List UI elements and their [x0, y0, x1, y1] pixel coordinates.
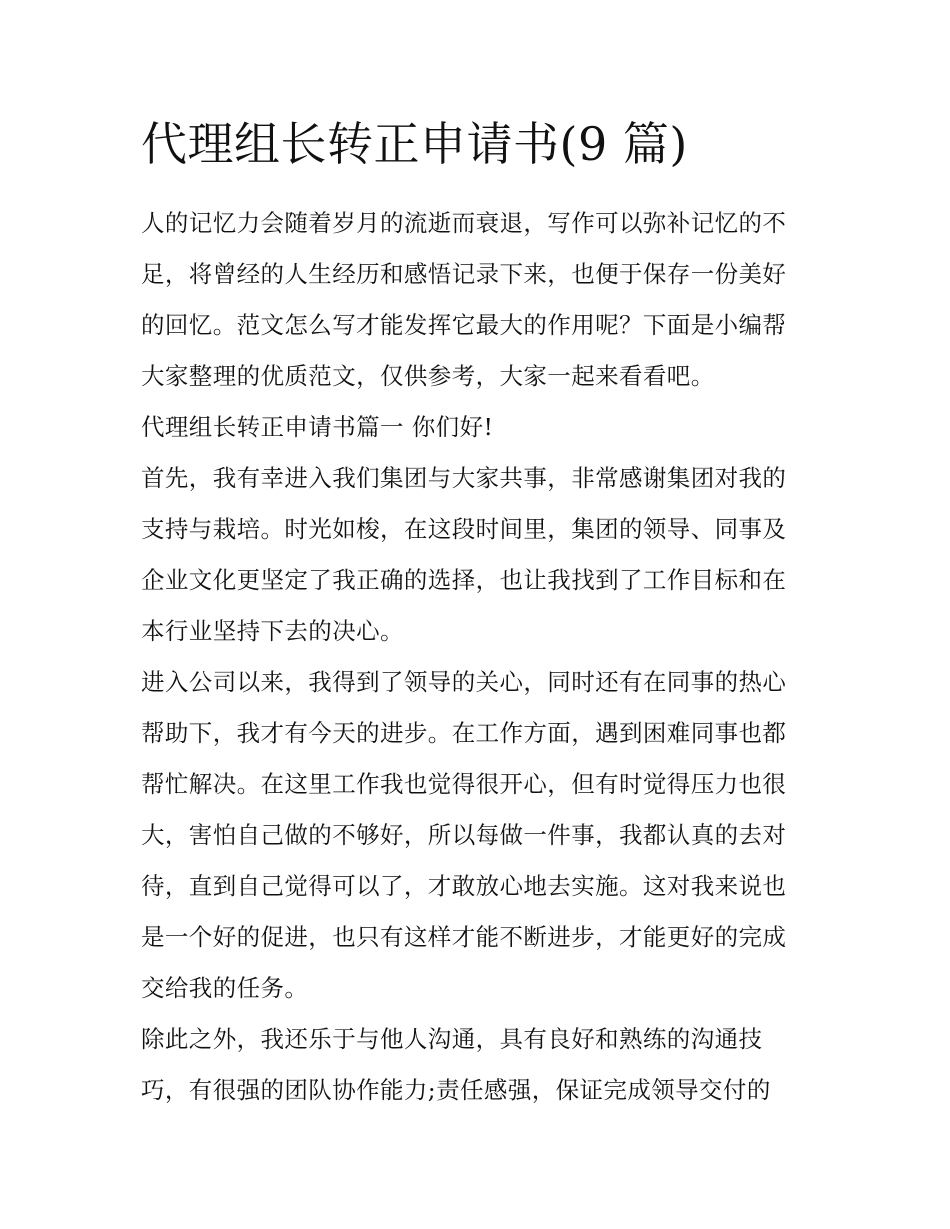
- paragraph-heading: [141, 402, 821, 453]
- text-line: 交给我的任务。: [141, 974, 309, 1002]
- text-line: 帮忙解决。在这里工作我也觉得很开心，但有时觉得压力也很: [141, 770, 787, 798]
- text-line: 巧，有很强的团队协作能力;责任感强，保证完成领导交付的: [141, 1076, 771, 1104]
- text-line: 是一个好的促进，也只有这样才能不断进步，才能更好的完成: [141, 923, 787, 951]
- text-line: 帮助下，我才有今天的进步。在工作方面，遇到困难同事也都: [141, 719, 787, 747]
- text-line: 待，直到自己觉得可以了，才敢放心地去实施。这对我来说也: [141, 872, 787, 900]
- paragraph-3: [141, 657, 821, 1014]
- text-line: 大，害怕自己做的不够好，所以每做一件事，我都认真的去对: [141, 821, 787, 849]
- text-line: 企业文化更坚定了我正确的选择，也让我找到了工作目标和在: [141, 566, 787, 594]
- text-line: 人的记忆力会随着岁月的流逝而衰退，写作可以弥补记忆的不: [141, 209, 787, 237]
- paragraph-2: [141, 453, 821, 657]
- text-line: 除此之外，我还乐于与他人沟通，具有良好和熟练的沟通技: [141, 1025, 763, 1053]
- text-line: 的回忆。范文怎么写才能发挥它最大的作用呢？下面是小编帮: [141, 311, 787, 339]
- paragraph-intro: [141, 198, 821, 402]
- text-line: 首先，我有幸进入我们集团与大家共事，非常感谢集团对我的: [141, 464, 787, 492]
- paragraph-4: [141, 1014, 821, 1116]
- text-line: 足，将曾经的人生经历和感悟记录下来，也便于保存一份美好: [141, 260, 787, 288]
- text-line: 代理组长转正申请书篇一 你们好!: [141, 413, 494, 441]
- text-line: 大家整理的优质范文，仅供参考，大家一起来看看吧。: [141, 362, 715, 390]
- text-line: 本行业坚持下去的决心。: [141, 617, 404, 645]
- document-body: [141, 198, 821, 1116]
- document-title: 代理组长转正申请书(9 篇): [141, 117, 688, 171]
- text-line: 进入公司以来，我得到了领导的关心，同时还有在同事的热心: [141, 668, 787, 696]
- text-line: 支持与栽培。时光如梭，在这段时间里，集团的领导、同事及: [141, 515, 787, 543]
